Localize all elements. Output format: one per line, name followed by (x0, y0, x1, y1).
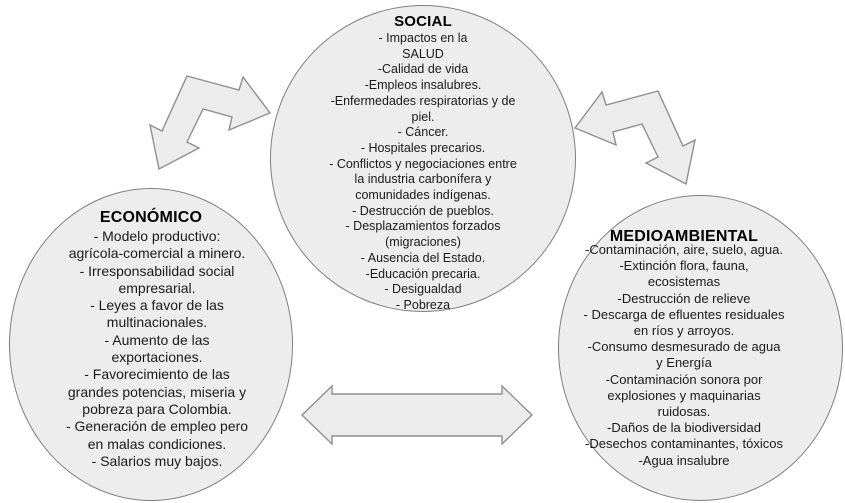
body-line: -Extinción flora, fauna, (619, 258, 749, 274)
body-line: - Descarga de efluentes residuales (583, 306, 785, 322)
social-medioambiental-arrow (575, 91, 695, 184)
body-line: -Empleos insalubres. (364, 78, 482, 93)
body-line: -Calidad de vida (377, 62, 469, 77)
social-body (278, 31, 568, 314)
body-line: - Hospitales precarios. (360, 140, 486, 155)
body-line: (migraciones) (385, 235, 461, 250)
node-economico (9, 188, 293, 501)
medioambiental-title: MEDIOAMBIENTAL (609, 228, 759, 245)
body-line: - Desplazamientos forzados (345, 219, 501, 234)
body-line: multinacionales. (106, 314, 208, 331)
body-line: -Contaminación sonora por (605, 371, 763, 387)
body-line: - Destrucción de pueblos. (352, 203, 494, 218)
economico-title: ECONÓMICO (99, 209, 203, 226)
body-line: - Cáncer. (397, 125, 449, 140)
body-line: - Leyes a favor de las (90, 297, 224, 314)
body-line: y Energía (656, 355, 712, 371)
body-line: -Enfermedades respiratorias y de (330, 93, 516, 108)
body-line: - Pobreza (395, 297, 451, 312)
social-economico-arrow (150, 76, 270, 169)
body-line: comunidades indígenas. (355, 188, 491, 203)
body-line: - Favorecimiento de las (84, 366, 230, 383)
body-line: exportaciones. (111, 349, 203, 366)
body-line: ecosistemas (647, 274, 721, 290)
body-line: -Contaminación, aire, suelo, agua. (584, 242, 783, 257)
body-line: la industria carbonífera y (354, 172, 492, 187)
body-line: explosiones y maquinarias (607, 387, 761, 403)
body-line: -Educación precaria. (365, 266, 481, 281)
economico-body (22, 228, 292, 470)
body-line: ruidosas. (657, 404, 711, 420)
economico-medioambiental-arrow (302, 386, 532, 444)
body-line: - Generación de empleo pero (65, 418, 249, 435)
body-line: en ríos y arroyos. (633, 323, 735, 339)
body-line: - Conflictos y negociaciones entre (329, 156, 517, 171)
body-line: -Daños de la biodiversidad (607, 420, 761, 436)
body-line: - Salarios muy bajos. (91, 452, 223, 469)
social-title: SOCIAL (394, 13, 452, 30)
body-line: -Destrucción de relieve (617, 290, 751, 306)
body-line: agrícola-comercial a minero. (68, 245, 246, 262)
body-line: - Aumento de las (104, 331, 210, 348)
body-line: -Agua insalubre (638, 452, 730, 468)
body-line: grandes potencias, miseria y (67, 383, 247, 400)
body-line: -Consumo desmesurado de agua (587, 339, 781, 355)
body-line: - Impactos en la (378, 31, 468, 45)
body-line: piel. (411, 109, 435, 124)
body-line: empresarial. (118, 279, 196, 296)
body-line: en malas condiciones. (87, 435, 227, 452)
body-line: - Desigualdad (384, 282, 462, 297)
node-social (270, 5, 576, 312)
body-line: - Ausencia del Estado. (360, 250, 486, 265)
body-line: pobreza para Colombia. (82, 400, 232, 417)
node-medioambiental (558, 195, 843, 501)
body-line: SALUD (402, 46, 444, 61)
body-line: - Irresponsabilidad social (79, 262, 235, 279)
body-line: -Desechos contaminantes, tóxicos (585, 436, 783, 452)
body-line: - Modelo productivo: (93, 228, 221, 244)
medioambiental-body (549, 242, 819, 469)
